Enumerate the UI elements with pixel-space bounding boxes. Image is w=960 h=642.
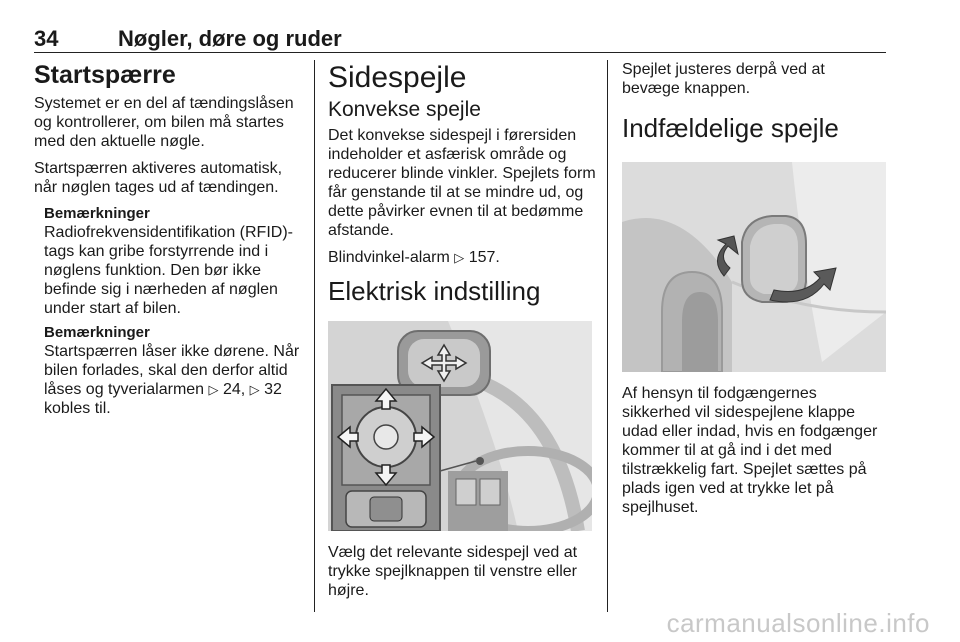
paragraph: Det konvekse sidespejl i førersiden indeholder et asfærisk område og reducerer blinde vinkler. Spejlets form får genstande til at se mindre ud, og dette påvirker evnen til at bedømme afstande.	[328, 127, 596, 239]
heading-sidespejle: Sidespejle	[328, 61, 467, 94]
heading-startspaerre: Startspærre	[34, 61, 176, 89]
column-3	[622, 60, 886, 525]
paragraph: Systemet er en del af tændingslåsen og kontrollerer, om bilen må startes med den aktuelle nøgle.	[34, 95, 294, 150]
watermark: carmanualsonline.info	[666, 608, 930, 638]
reference-icon[interactable]: ▷	[208, 382, 219, 397]
folding-mirror-illustration-svg	[622, 162, 886, 372]
note-text: Startspærren låser ikke dørene. Når bilen forlades, skal den derfor altid låses og tyverialarmen ▷ 24, ▷ 32 kobles til.	[44, 343, 300, 417]
page-reference[interactable]: 157	[468, 249, 496, 266]
page-reference[interactable]: 32	[264, 381, 282, 398]
note-title: Bemærkninger	[44, 324, 150, 341]
note-box	[44, 205, 302, 418]
column-divider	[314, 60, 315, 612]
paragraph: Startspærren aktiveres automatisk, når nøglen tages ud af tændingen.	[34, 160, 283, 196]
section-title: Nøgler, døre og ruder	[118, 26, 342, 51]
mirror-control-illustration	[328, 321, 592, 531]
paragraph: Vælg det relevante sidespejl ved at trykke spejlknappen til venstre eller højre.	[328, 544, 578, 599]
subheading-konvekse-spejle: Konvekse spejle	[328, 98, 481, 121]
page-reference[interactable]: 24	[222, 381, 241, 398]
folding-mirror-illustration	[622, 162, 886, 372]
note-text: Radiofrekvensidentifikation (RFID)-tags kan gribe forstyrrende ind i nøglens funktion. Den bør ikke befinde sig i nærheden af nøglen under start af bilen.	[44, 224, 293, 317]
header-rule	[34, 52, 886, 53]
subheading-elektrisk-indstilling: Elektrisk indstilling	[328, 276, 541, 306]
subheading-indfaeldelige-spejle: Indfældelige spejle	[622, 113, 839, 143]
page-header	[34, 22, 886, 52]
paragraph: Blindvinkel-alarm ▷ 157.	[328, 249, 500, 266]
column-2	[328, 60, 596, 608]
column-divider	[607, 60, 608, 612]
mirror-switch-illustration	[328, 321, 592, 531]
note-title: Bemærkninger	[44, 205, 150, 222]
column-1	[34, 60, 302, 424]
reference-icon[interactable]: ▷	[249, 382, 260, 397]
reference-icon[interactable]: ▷	[454, 250, 465, 265]
page-number: 34	[34, 26, 59, 51]
paragraph: Af hensyn til fodgængernes sikkerhed vil sidespejlene klappe udad eller indad, hvis en fodgænger kommer til at gå ind i det med tilstrækkelig fart. Spejlet sættes på plads igen ved at trykke let på spejlhuset.	[622, 385, 878, 516]
paragraph: Spejlet justeres derpå ved at bevæge knappen.	[622, 61, 825, 97]
